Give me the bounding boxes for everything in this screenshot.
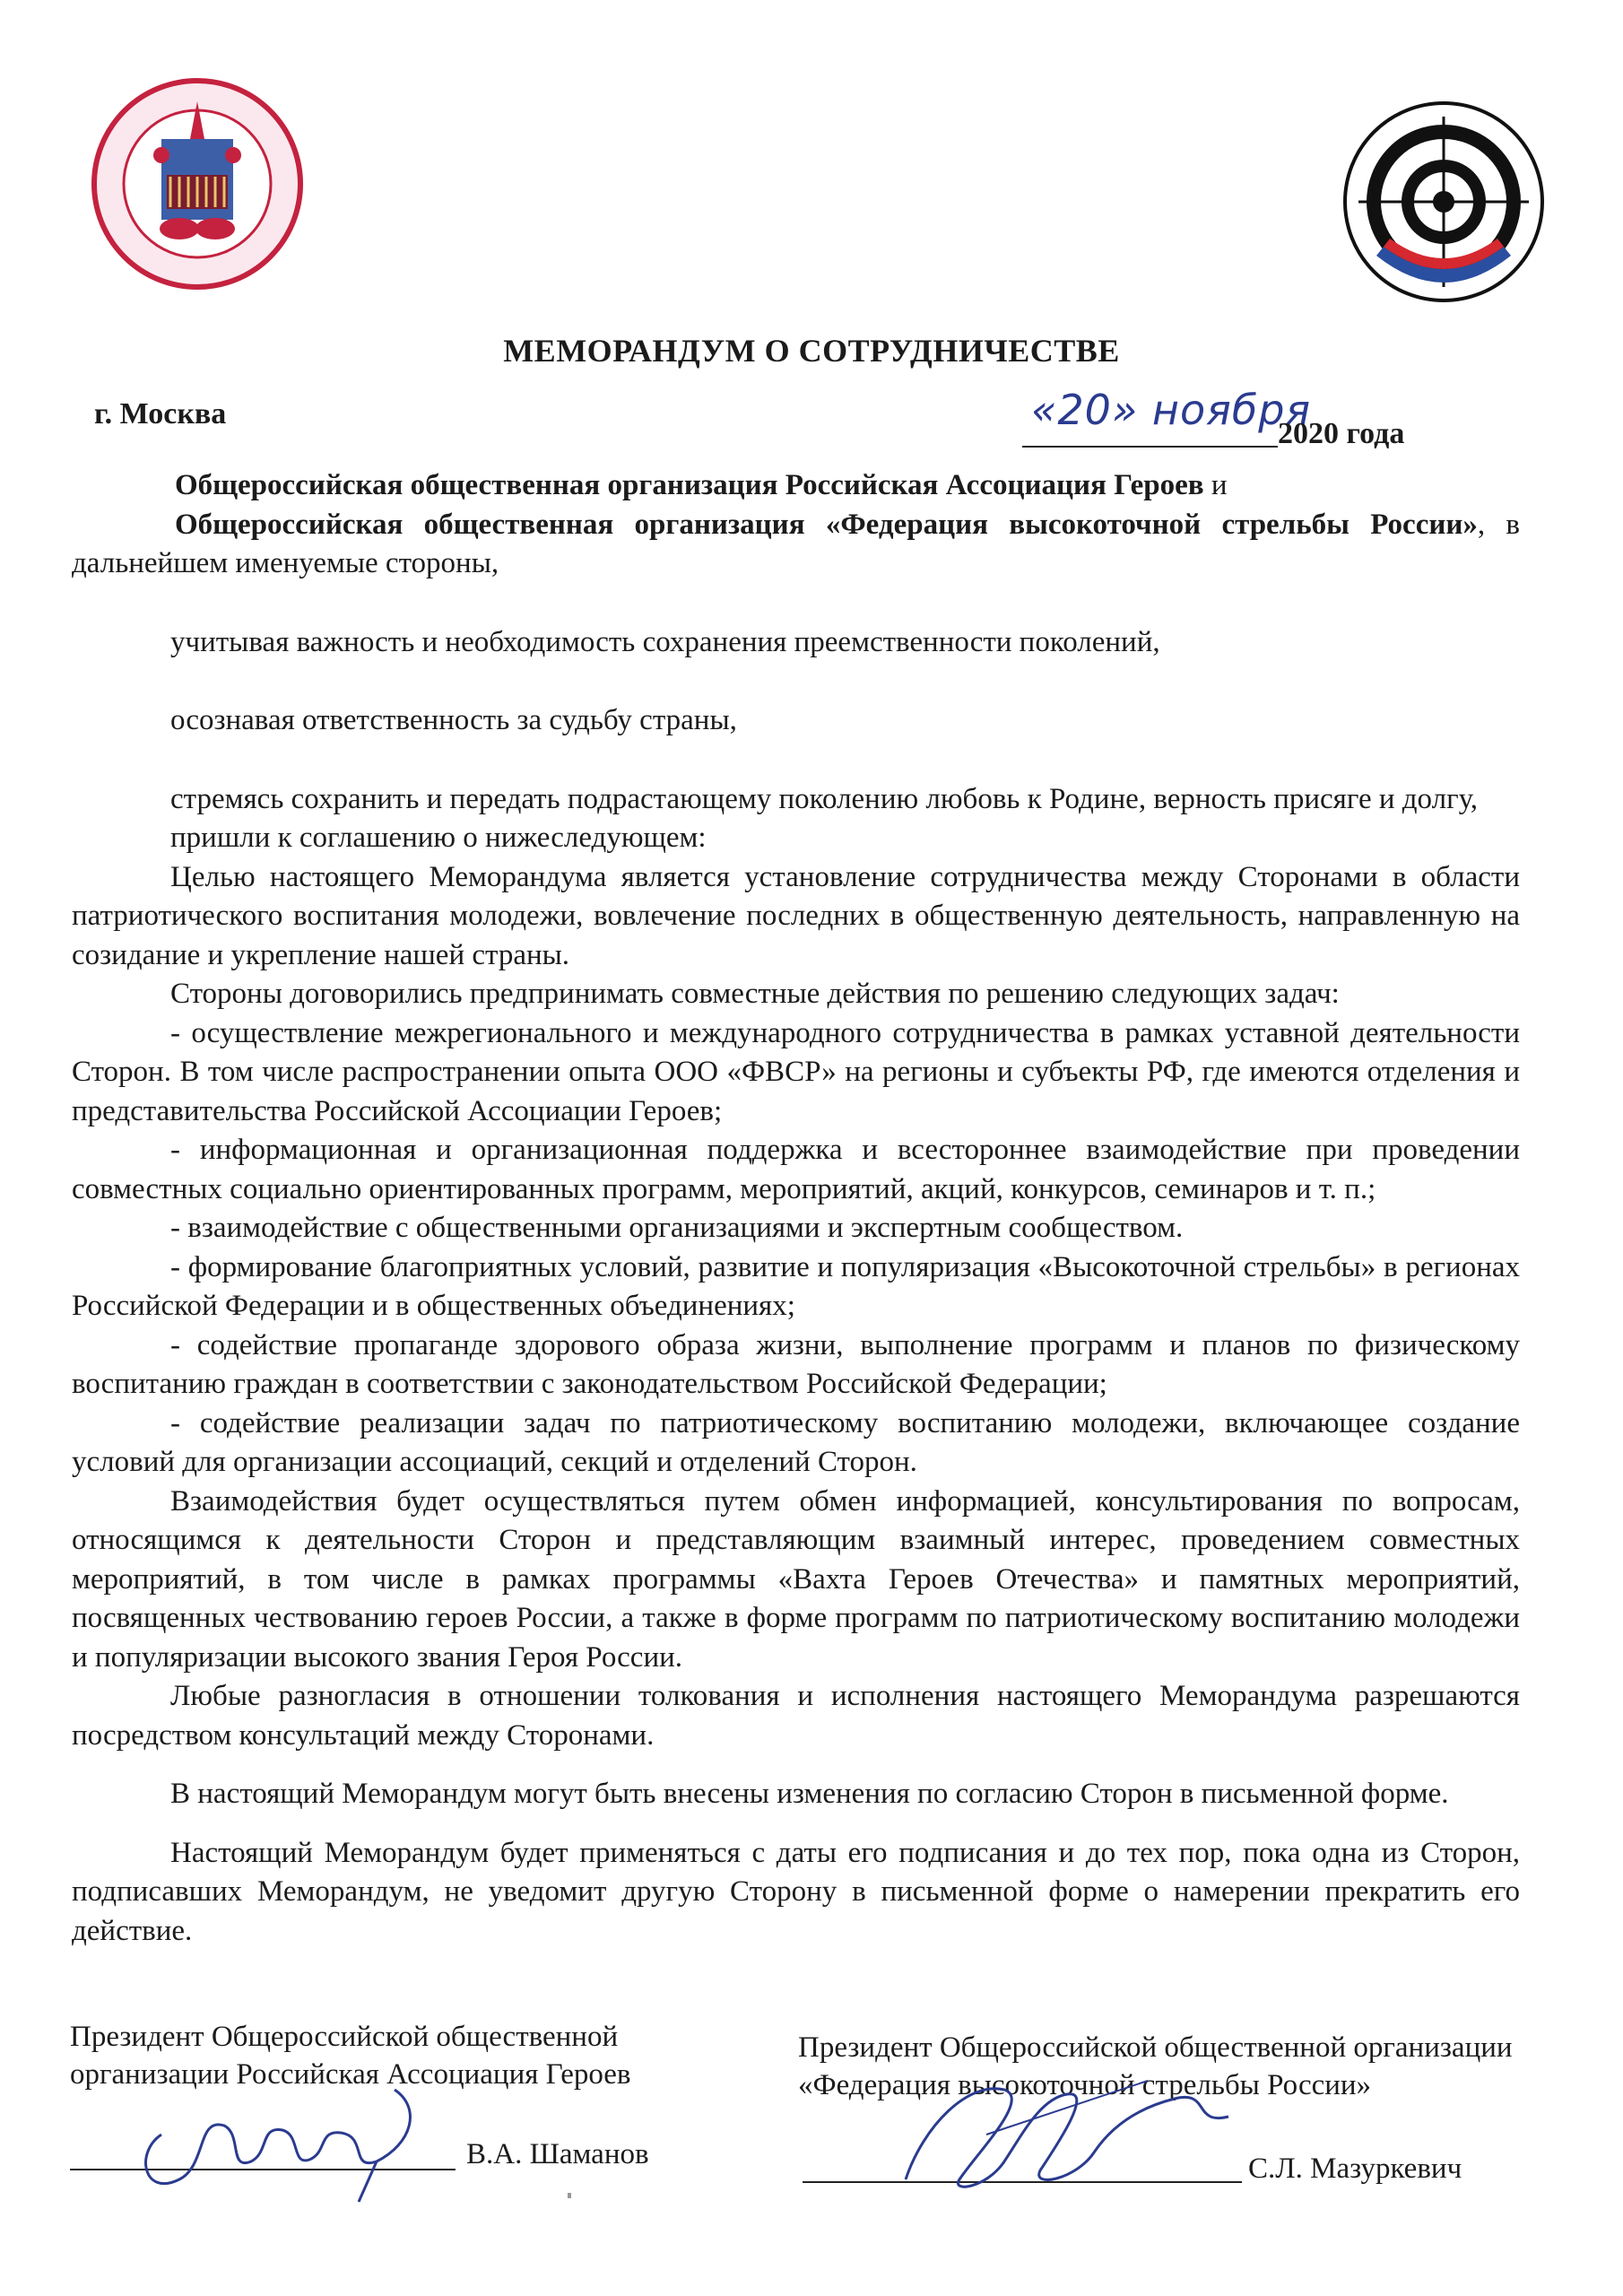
- org1-name: Общероссийская общественная организация Российская Ассоциация Героев: [175, 469, 1204, 501]
- paragraph: Стороны договорились предпринимать совместные действия по решению следующих задач:: [170, 978, 1340, 1010]
- signature-right-icon: [852, 2045, 1273, 2197]
- closing-paragraph: Настоящий Меморандум будет применяться с даты его подписания и до тех пор, пока одна из Сторон, подписавших Меморандум, не уведомит другую Сторону в письменной форме о намерении прекратить его действие.: [72, 1836, 1520, 1947]
- memorandum-body: [72, 466, 1520, 1951]
- task-item: - взаимодействие с общественными организациями и экспертным сообществом.: [170, 1212, 1184, 1244]
- task-item: - содействие пропаганде здорового образа жизни, выполнение программ и планов по физическому воспитанию граждан в соответствии с законодательством Российской Федерации;: [72, 1328, 1520, 1400]
- preamble-line: осознавая ответственность за судьбу страны,: [170, 704, 737, 736]
- task-item: - информационная и организационная поддержка и всестороннее взаимодействие при проведении совместных социально ориентированных программ, мероприятий, акций, конкурсов, семинаров и т. п.;: [72, 1134, 1520, 1205]
- preamble-line: учитывая важность и необходимость сохранения преемственности поколений,: [170, 625, 1160, 658]
- preamble-line: стремясь сохранить и передать подрастающему поколению любовь к Родине, верность присяге и долгу,: [170, 782, 1479, 815]
- intro-org1: [72, 466, 1520, 506]
- signatory-left-name: В.А. Шаманов: [466, 2138, 649, 2170]
- document-title: МЕМОРАНДУМ О СОТРУДНИЧЕСТВЕ: [503, 333, 1120, 369]
- signatory-right-name: С.Л. Мазуркевич: [1248, 2152, 1462, 2185]
- handwritten-date: «20» ноября: [1031, 386, 1312, 434]
- task-item: - осуществление межрегионального и международного сотрудничества в рамках уставной деятельности Сторон. В том числе распространении опыта ООО «ФВСР» на регионы и субъекты РФ, где имеются отделения и представительства Российской Ассоциации Героев;: [72, 1016, 1520, 1127]
- intro-tail: , в дальнейшем именуемые стороны,: [72, 508, 1520, 579]
- signature-left-icon: [126, 2054, 502, 2206]
- city-label: г. Москва: [94, 397, 227, 430]
- task-item: - формирование благоприятных условий, развитие и популяризация «Высокоточной стрельбы» в регионах Российской Федерации и в общественных объединениях;: [72, 1250, 1520, 1322]
- paragraph: Взаимодействия будет осуществляться путем обмен информацией, консультирования по вопросам, относящимся к деятельности Сторон и представляющим взаимный интерес, проведением совместных мероприятий, в том числе в рамках программы «Вахта Героев Отечества» и памятных мероприятий, посвященных чествованию героев России, а также в форме программ по патриотическому воспитанию молодежи и популяризации высокого звания Героя России.: [72, 1484, 1520, 1674]
- org2-name: Общероссийская общественная организация «Федерация высокоточной стрельбы России»: [175, 508, 1478, 541]
- signatory-left-role: Президент Общероссийской общественной организации Российская Ассоциация Героев: [70, 2021, 631, 2091]
- signatory-right-role: Президент Общероссийской общественной организации «Федерация высокоточной стрельбы России»: [798, 2031, 1513, 2101]
- intro-and: и: [1203, 469, 1228, 501]
- task-item: - содействие реализации задач по патриотическому воспитанию молодежи, включающее создание условий для организации ассоциаций, секций и отделений Сторон.: [72, 1406, 1520, 1478]
- date-year: 2020 года: [1278, 417, 1405, 450]
- precision-shooting-federation-emblem-icon: [1341, 99, 1547, 305]
- intro-org2: [72, 506, 1520, 584]
- paragraph: Целью настоящего Меморандума является установление сотрудничества между Сторонами в области патриотического воспитания молодежи, вовлечение последних в общественную деятельность, направленную на созидание и укрепление нашей страны.: [72, 860, 1520, 971]
- association-of-heroes-emblem-icon: [90, 76, 305, 291]
- closing-paragraph: В настоящий Меморандум могут быть внесены изменения по согласию Сторон в письменной форме.: [170, 1778, 1449, 1810]
- paragraph: Любые разногласия в отношении толкования и исполнения настоящего Меморандума разрешаются посредством консультаций между Сторонами.: [72, 1680, 1520, 1752]
- preamble-line: пришли к соглашению о нижеследующем:: [170, 822, 707, 854]
- scan-artifact: [568, 2193, 571, 2198]
